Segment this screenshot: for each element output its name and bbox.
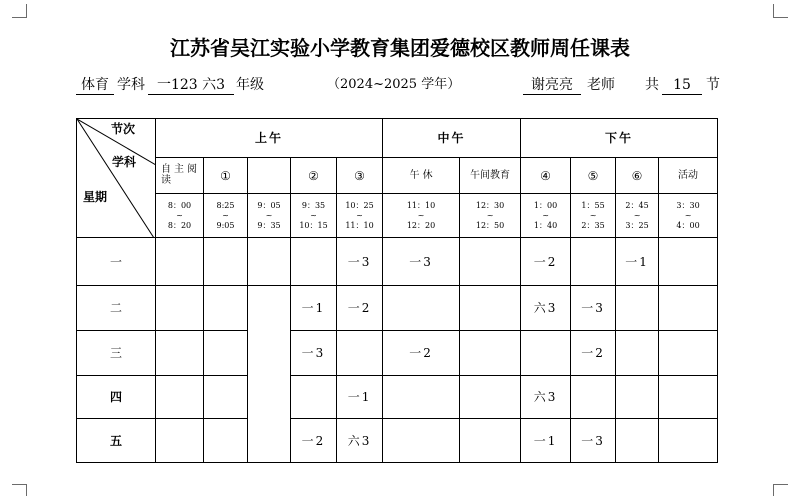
period-header-3: ③ [337, 158, 383, 194]
time-end: 8：20 [167, 220, 192, 230]
lesson-mon-noon-rest: 一3 [383, 238, 460, 286]
weekday-fri: 五 [77, 419, 156, 463]
period-time-4 [521, 194, 571, 238]
lesson-thu-p2 [291, 376, 337, 419]
weekday-wed: 三 [77, 331, 156, 376]
lesson-tue-p1 [204, 286, 248, 331]
lesson-tue-p5: 一3 [571, 286, 616, 331]
lesson-thu-p4: 六3 [521, 376, 571, 419]
lesson-wed-p3 [337, 331, 383, 376]
teacher-name: 谢亮亮 [523, 76, 581, 95]
period-header-1: ① [204, 158, 248, 194]
period-time-1 [204, 194, 248, 238]
lesson-mon-activity [659, 238, 718, 286]
lesson-mon-p4: 一2 [521, 238, 571, 286]
time-separator: ~ [486, 210, 494, 220]
period-time-noon-education [460, 194, 521, 238]
lesson-fri-p2: 一2 [291, 419, 337, 463]
lesson-wed-p2: 一3 [291, 331, 337, 376]
lesson-thu-p6 [616, 376, 659, 419]
period-axis-label: 节次 [111, 122, 136, 136]
period-time-break [248, 194, 291, 238]
time-end: 9:05 [216, 220, 235, 230]
period-header-2: ② [291, 158, 337, 194]
section-afternoon: 下午 [521, 119, 718, 158]
lesson-fri-noon-rest [383, 419, 460, 463]
time-separator: ~ [417, 210, 425, 220]
period-header-reading: 自主阅读 [156, 158, 204, 194]
period-header-noon-education: 午间教育 [460, 158, 521, 194]
lesson-wed-reading [156, 331, 204, 376]
lesson-fri-activity [659, 419, 718, 463]
time-end: 4：00 [676, 220, 700, 230]
period-time-activity [659, 194, 718, 238]
period-header-activity: 活动 [659, 158, 718, 194]
period-header-noon-rest: 午 休 [383, 158, 460, 194]
lesson-break-merged-tue-fri [248, 286, 291, 463]
period-header-4: ④ [521, 158, 571, 194]
time-start: 11：10 [406, 200, 436, 210]
time-start: 12：30 [475, 200, 505, 210]
time-start: 8:25 [216, 200, 235, 210]
time-end: 9：35 [257, 220, 281, 230]
total-periods: 15 [662, 76, 702, 95]
lesson-wed-p5: 一2 [571, 331, 616, 376]
time-end: 1：40 [533, 220, 558, 230]
period-header-break [248, 158, 291, 194]
diagonal-lines [77, 119, 156, 238]
time-start: 1：55 [581, 200, 605, 210]
lesson-mon-p6: 一1 [616, 238, 659, 286]
weekly-timetable [76, 118, 718, 463]
total-prefix: 共 [645, 77, 659, 93]
time-start: 9：05 [257, 200, 281, 210]
lesson-fri-p3: 六3 [337, 419, 383, 463]
time-separator: ~ [176, 210, 183, 220]
weekday-mon: 一 [77, 238, 156, 286]
time-start: 9：35 [301, 200, 326, 210]
lesson-fri-p1 [204, 419, 248, 463]
subject-value: 体育 [76, 76, 114, 95]
time-separator: ~ [310, 210, 317, 220]
time-end: 12：50 [475, 220, 505, 230]
teacher-label: 老师 [587, 77, 615, 93]
time-end: 11：10 [345, 220, 374, 230]
page-corner-mark-top-right [773, 4, 788, 18]
lesson-tue-p3: 一2 [337, 286, 383, 331]
lesson-tue-noon-education [460, 286, 521, 331]
period-header-6: ⑥ [616, 158, 659, 194]
period-time-noon-rest [383, 194, 460, 238]
period-header-5: ⑤ [571, 158, 616, 194]
period-time-3 [337, 194, 383, 238]
subject-label: 学科 [117, 77, 145, 93]
lesson-fri-noon-education [460, 419, 521, 463]
section-noon: 中午 [383, 119, 521, 158]
subject-axis-label: 学科 [112, 155, 137, 169]
lesson-mon-p5 [571, 238, 616, 286]
school-year: （2024~2025 学年） [327, 77, 461, 92]
lesson-mon-noon-education [460, 238, 521, 286]
lesson-thu-activity [659, 376, 718, 419]
time-separator: ~ [222, 210, 229, 220]
lesson-tue-noon-rest [383, 286, 460, 331]
diagonal-line-lower [77, 119, 154, 238]
lesson-tue-reading [156, 286, 204, 331]
lesson-wed-activity [659, 331, 718, 376]
time-separator: ~ [542, 210, 549, 220]
lesson-thu-noon-rest [383, 376, 460, 419]
period-time-2 [291, 194, 337, 238]
lesson-wed-p6 [616, 331, 659, 376]
lesson-fri-p5: 一3 [571, 419, 616, 463]
period-time-6 [616, 194, 659, 238]
time-separator: ~ [265, 210, 273, 220]
time-start: 1：00 [533, 200, 558, 210]
time-end: 3：25 [625, 220, 649, 230]
lesson-mon-reading [156, 238, 204, 286]
weekday-tue: 二 [77, 286, 156, 331]
time-separator: ~ [589, 210, 597, 220]
time-separator: ~ [684, 210, 692, 220]
time-start: 8：00 [167, 200, 192, 210]
lesson-fri-p4: 一1 [521, 419, 571, 463]
lesson-mon-p2 [291, 238, 337, 286]
grades-value: 一123 六3 [148, 76, 234, 95]
time-start: 10：25 [345, 200, 374, 210]
time-end: 2：35 [581, 220, 605, 230]
time-start: 2：45 [625, 200, 649, 210]
page-corner-mark-bottom-right [773, 484, 788, 496]
time-separator: ~ [356, 210, 363, 220]
lesson-wed-noon-education [460, 331, 521, 376]
time-end: 10：15 [299, 220, 328, 230]
weekday-axis-label: 星期 [83, 190, 108, 204]
lesson-thu-p3: 一1 [337, 376, 383, 419]
total-suffix: 节 [706, 77, 720, 93]
lesson-thu-p5 [571, 376, 616, 419]
lesson-tue-p2: 一1 [291, 286, 337, 331]
period-time-reading [156, 194, 204, 238]
weekday-thu: 四 [77, 376, 156, 419]
lesson-fri-p6 [616, 419, 659, 463]
lesson-fri-reading [156, 419, 204, 463]
lesson-mon-p1 [204, 238, 248, 286]
lesson-wed-noon-rest: 一2 [383, 331, 460, 376]
grades-label: 年级 [236, 77, 264, 93]
time-end: 12：20 [406, 220, 436, 230]
lesson-thu-noon-education [460, 376, 521, 419]
lesson-tue-p6 [616, 286, 659, 331]
page-corner-mark-top-left [12, 4, 27, 18]
diagonal-header-cell [77, 119, 156, 238]
lesson-mon-p3: 一3 [337, 238, 383, 286]
lesson-tue-activity [659, 286, 718, 331]
document-title: 江苏省吴江实验小学教育集团爱德校区教师周任课表 [170, 36, 630, 60]
section-morning: 上午 [156, 119, 383, 158]
lesson-mon-break [248, 238, 291, 286]
time-separator: ~ [633, 210, 641, 220]
lesson-thu-reading [156, 376, 204, 419]
page-corner-mark-bottom-left [12, 484, 27, 496]
lesson-wed-p4 [521, 331, 571, 376]
lesson-wed-p1 [204, 331, 248, 376]
lesson-thu-p1 [204, 376, 248, 419]
time-start: 3：30 [676, 200, 700, 210]
lesson-tue-p4: 六3 [521, 286, 571, 331]
period-time-5 [571, 194, 616, 238]
